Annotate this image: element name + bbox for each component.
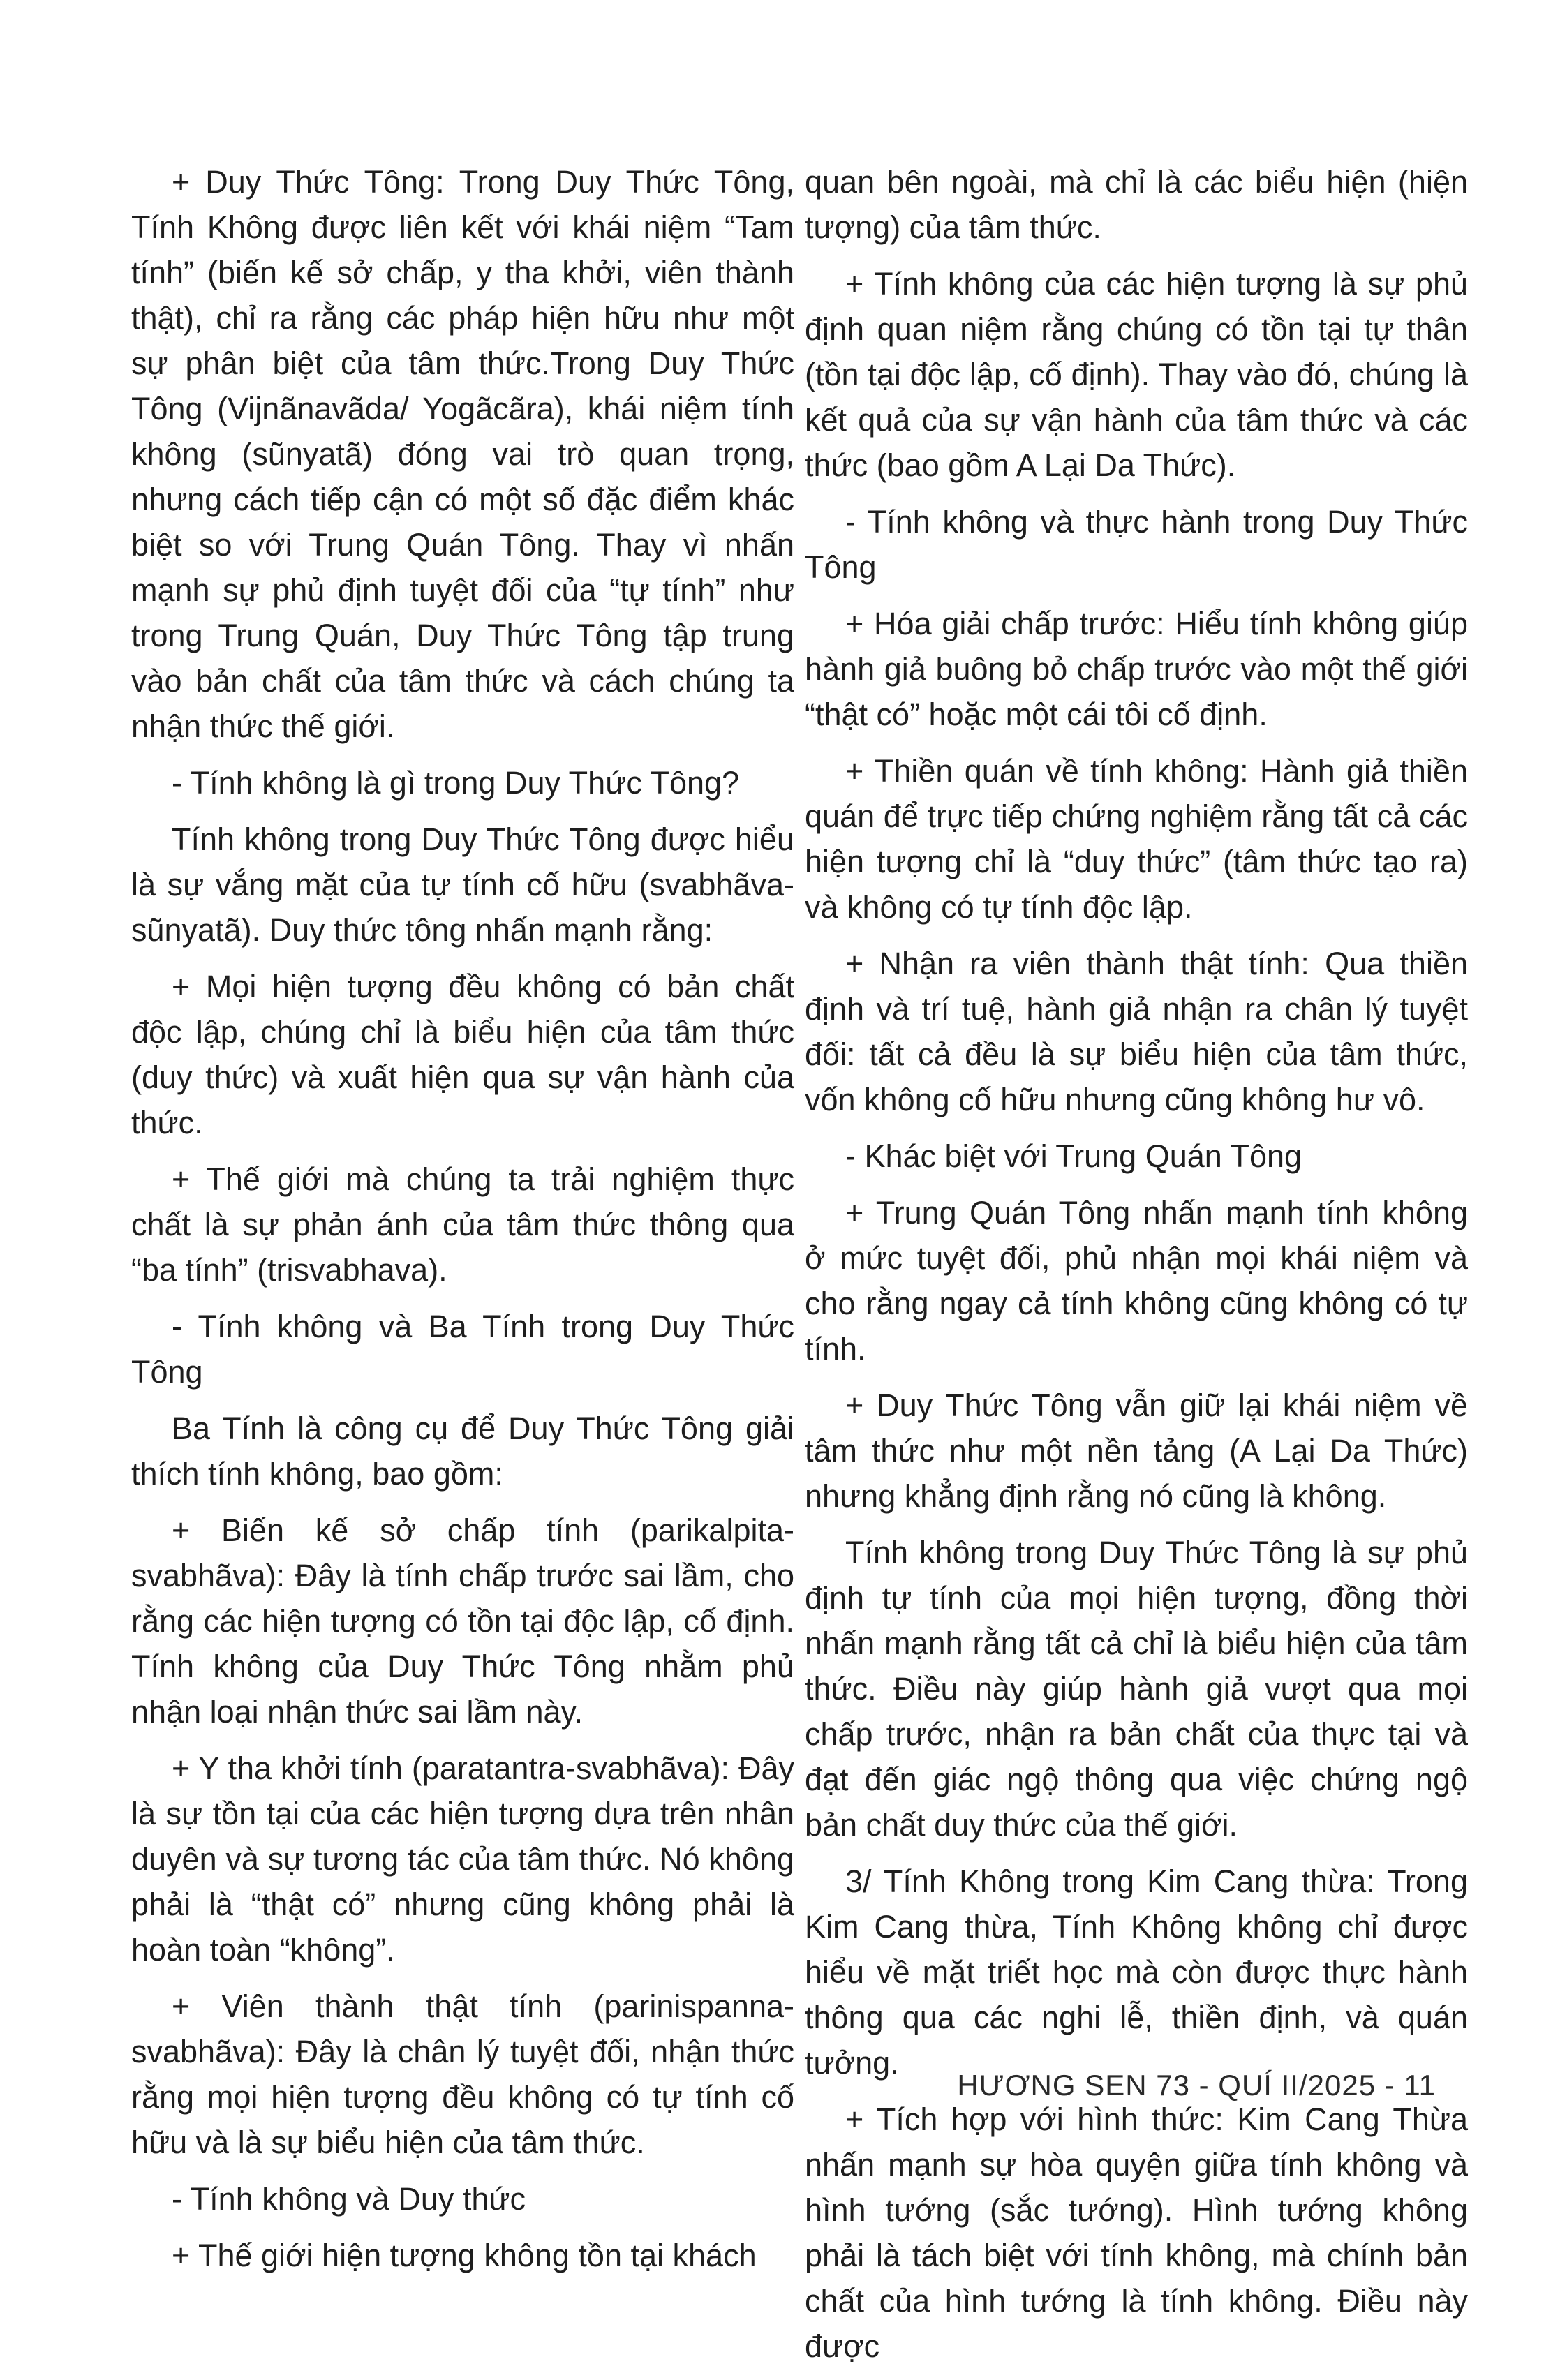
left-column	[131, 159, 794, 2289]
page-footer: HƯƠNG SEN 73 - QUÍ II/2025 - 11	[957, 2069, 1436, 2102]
paragraph: - Tính không và thực hành trong Duy Thức Tông	[805, 504, 1468, 585]
paragraph: + Thế giới hiện tượng không tồn tại khách	[172, 2238, 757, 2273]
paragraph: + Tính không của các hiện tượng là sự phủ định quan niệm rằng chúng có tồn tại tự thân (tồn tại độc lập, cố định). Thay vào đó, chúng là kết quả của sự vận hành của tâm thức và các thức (bao gồm A Lại Da Thức).	[805, 266, 1468, 483]
paragraph: Tính không trong Duy Thức Tông là sự phủ định tự tính của mọi hiện tượng, đồng thời nhấn mạnh rằng tất cả chỉ là biểu hiện của tâm thức. Điều này giúp hành giả vượt qua mọi chấp trước, nhận ra bản chất của thực tại và đạt đến giác ngộ thông qua việc chứng ngộ bản chất duy thức của thế giới.	[805, 1535, 1468, 1843]
paragraph: 3/ Tính Không trong Kim Cang thừa: Trong Kim Cang thừa, Tính Không không chỉ được hiểu về mặt triết học mà còn được thực hành thông qua các nghi lễ, thiền định, và quán tưởng.	[805, 1864, 1468, 2081]
paragraph: + Duy Thức Tông: Trong Duy Thức Tông, Tính Không được liên kết với khái niệm “Tam tính” (biến kế sở chấp, y tha khởi, viên thành thật), chỉ ra rằng các pháp hiện hữu như một sự phân biệt của tâm thức.Trong Duy Thức Tông (Vijnãnavãda/ Yogãcãra), khái niệm tính không (sũnyatã) đóng vai trò quan trọng, nhưng cách tiếp cận có một số đặc điểm khác biệt so với Trung Quán Tông. Thay vì nhấn mạnh sự phủ định tuyệt đối của “tự tính” như trong Trung Quán, Duy Thức Tông tập trung vào bản chất của tâm thức và cách chúng ta nhận thức thế giới.	[131, 164, 794, 744]
paragraph-continued: quan bên ngoài, mà chỉ là các biểu hiện (hiện tượng) của tâm thức.	[805, 164, 1468, 245]
right-column	[805, 159, 1468, 2380]
paragraph: + Thiền quán về tính không: Hành giả thiền quán để trực tiếp chứng nghiệm rằng tất cả các hiện tượng chỉ là “duy thức” (tâm thức tạo ra) và không có tự tính độc lập.	[805, 753, 1468, 925]
paragraph: - Tính không và Ba Tính trong Duy Thức Tông	[131, 1309, 794, 1390]
paragraph: + Hóa giải chấp trước: Hiểu tính không giúp hành giả buông bỏ chấp trước vào một thế giới “thật có” hoặc một cái tôi cố định.	[805, 606, 1468, 732]
paragraph: Tính không trong Duy Thức Tông được hiểu là sự vắng mặt của tự tính cố hữu (svabhãva-sũnyatã). Duy thức tông nhấn mạnh rằng:	[131, 821, 794, 948]
paragraph: - Tính không và Duy thức	[172, 2181, 526, 2217]
paragraph: + Y tha khởi tính (paratantra-svabhãva): Đây là sự tồn tại của các hiện tượng dựa trên nhân duyên và sự tương tác của tâm thức. Nó không phải là “thật có” nhưng cũng không phải là hoàn toàn “không”.	[131, 1750, 794, 1968]
paragraph: + Mọi hiện tượng đều không có bản chất độc lập, chúng chỉ là biểu hiện của tâm thức (duy thức) và xuất hiện qua sự vận hành của thức.	[131, 969, 794, 1140]
paragraph: + Tích hợp với hình thức: Kim Cang Thừa nhấn mạnh sự hòa quyện giữa tính không và hình tướng (sắc tướng). Hình tướng không phải là tách biệt với tính không, mà chính bản chất của hình tướng là tính không. Điều này được	[805, 2102, 1468, 2364]
paragraph: - Tính không là gì trong Duy Thức Tông?	[172, 765, 740, 801]
paragraph: + Nhận ra viên thành thật tính: Qua thiền định và trí tuệ, hành giả nhận ra chân lý tuyệt đối: tất cả đều là sự biểu hiện của tâm thức, vốn không cố hữu nhưng cũng không hư vô.	[805, 946, 1468, 1117]
paragraph: + Viên thành thật tính (parinispanna-svabhãva): Đây là chân lý tuyệt đối, nhận thức rằng mọi hiện tượng đều không có tự tính cố hữu và là sự biểu hiện của tâm thức.	[131, 1988, 794, 2160]
paragraph: + Thế giới mà chúng ta trải nghiệm thực chất là sự phản ánh của tâm thức thông qua “ba tính” (trisvabhava).	[131, 1161, 794, 1288]
paragraph: + Biến kế sở chấp tính (parikalpita-svabhãva): Đây là tính chấp trước sai lầm, cho rằng các hiện tượng có tồn tại độc lập, cố định. Tính không của Duy Thức Tông nhằm phủ nhận loại nhận thức sai lầm này.	[131, 1512, 794, 1730]
paragraph: + Trung Quán Tông nhấn mạnh tính không ở mức tuyệt đối, phủ nhận mọi khái niệm và cho rằng ngay cả tính không cũng không có tự tính.	[805, 1195, 1468, 1367]
paragraph: - Khác biệt với Trung Quán Tông	[845, 1138, 1302, 1174]
paragraph: Ba Tính là công cụ để Duy Thức Tông giải thích tính không, bao gồm:	[131, 1411, 794, 1492]
paragraph: + Duy Thức Tông vẫn giữ lại khái niệm về tâm thức như một nền tảng (A Lại Da Thức) nhưng khẳng định rằng nó cũng là không.	[805, 1388, 1468, 1514]
